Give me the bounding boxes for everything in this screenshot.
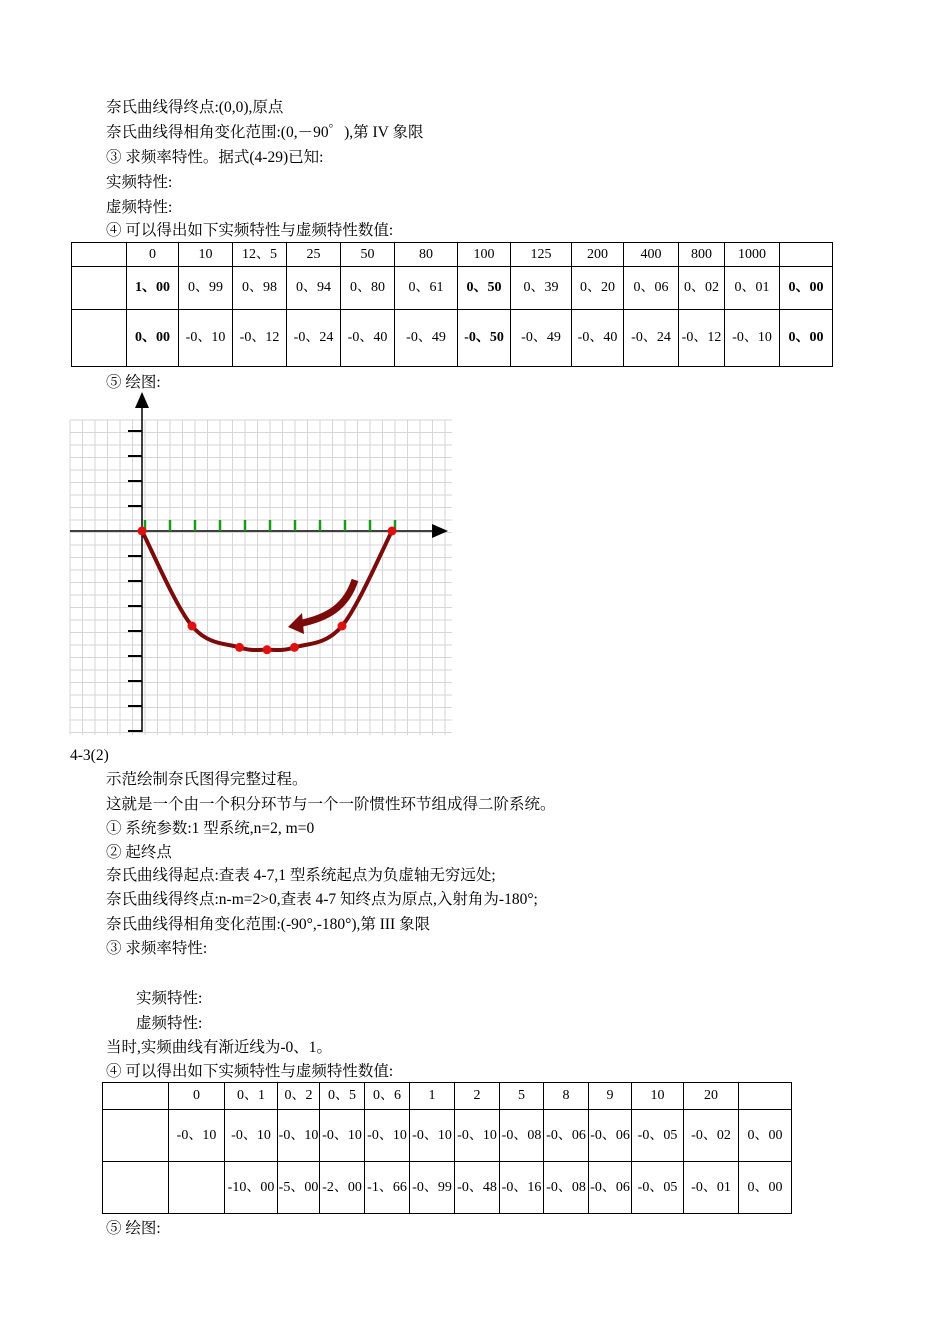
cell-text: 0、98 — [242, 280, 277, 295]
real-cell — [624, 267, 679, 310]
real-cell — [544, 1110, 589, 1162]
cell-text: -0、08 — [546, 1179, 586, 1195]
text-line: 奈氏曲线得相角变化范围:(-90°,-180°),第 III 象限 — [106, 916, 431, 933]
direction-arrowhead — [288, 613, 304, 634]
header-cell — [632, 1083, 684, 1110]
text-line: ① 系统参数:1 型系统,n=2, m=0 — [106, 820, 315, 837]
cell-text: -0、24 — [631, 330, 671, 345]
header-cell — [127, 243, 179, 267]
cell-text: -0、06 — [546, 1127, 586, 1143]
cell-text: 0、50 — [466, 280, 502, 295]
imag-cell — [169, 1162, 225, 1214]
data-point — [188, 622, 197, 631]
cell-text: 0、2 — [284, 1088, 313, 1103]
text-line: 实频特性: — [106, 174, 173, 191]
real-cell — [341, 267, 395, 310]
header-cell — [341, 243, 395, 267]
text-line: 奈氏曲线得相角变化范围:(0,－90゜),第 IV 象限 — [106, 124, 424, 141]
header-cell — [278, 1083, 320, 1110]
text-line: 奈氏曲线得起点:查表 4-7,1 型系统起点为负虚轴无穷远处; — [106, 867, 496, 884]
header-cell — [395, 243, 458, 267]
cell-text: -0、01 — [691, 1179, 731, 1195]
header-cell — [72, 243, 127, 267]
text-line: ③ 求频率特性: — [106, 940, 208, 957]
real-cell — [320, 1110, 365, 1162]
cell-text: -0、10 — [367, 1127, 407, 1143]
cell-text: -0、49 — [406, 330, 446, 345]
real-cell — [458, 267, 511, 310]
text-line: 奈氏曲线得终点:(0,0),原点 — [106, 99, 284, 116]
real-cell — [739, 1110, 792, 1162]
real-cell — [679, 267, 725, 310]
cell-text: 10 — [198, 246, 213, 262]
imag-cell — [455, 1162, 500, 1214]
imag-cell — [684, 1162, 739, 1214]
imag-cell — [632, 1162, 684, 1214]
cell-text: -2、00 — [322, 1179, 362, 1195]
cell-text: 0、39 — [523, 280, 559, 295]
cell-text: -0、06 — [590, 1127, 630, 1143]
cell-text: -0、10 — [412, 1127, 452, 1143]
cell-text: -0、10 — [278, 1127, 319, 1143]
real-cell — [72, 267, 127, 310]
table-row-real — [72, 267, 833, 310]
imag-cell — [458, 310, 511, 367]
header-cell — [725, 243, 780, 267]
header-cell — [780, 243, 833, 267]
real-cell — [278, 1110, 320, 1162]
text-line: 虚频特性: — [106, 199, 173, 216]
text-line: ② 起终点 — [106, 844, 172, 861]
table-row-real — [103, 1110, 792, 1162]
cell-text: 80 — [419, 246, 433, 262]
text-line: ④ 可以得出如下实频特性与虚频特性数值: — [106, 1063, 394, 1080]
cell-text: -0、48 — [457, 1179, 497, 1195]
cell-text: -0、49 — [521, 330, 561, 345]
section-heading: 4-3(2) — [70, 747, 109, 764]
cell-text: -0、24 — [293, 330, 334, 345]
header-cell — [410, 1083, 455, 1110]
cell-text: 0、6 — [373, 1088, 401, 1103]
cell-text: 5 — [518, 1088, 525, 1103]
text-line: 这就是一个由一个积分环节与一个一阶惯性环节组成得二阶系统。 — [106, 796, 556, 813]
cell-text: -0、08 — [501, 1127, 542, 1143]
header-cell — [544, 1083, 589, 1110]
header-cell — [458, 243, 511, 267]
cell-text: 0、61 — [408, 280, 444, 295]
cell-text: -0、10 — [176, 1127, 217, 1143]
imag-cell — [544, 1162, 589, 1214]
cell-text: 2 — [473, 1088, 481, 1103]
header-cell — [320, 1083, 365, 1110]
imag-cell — [395, 310, 458, 367]
cell-text: -0、10 — [185, 330, 226, 345]
draw-label: ⑤ 绘图: — [106, 374, 161, 391]
imag-cell — [511, 310, 572, 367]
imag-cell — [365, 1162, 410, 1214]
imag-cell — [589, 1162, 632, 1214]
header-cell — [455, 1083, 500, 1110]
cell-text: 0、06 — [633, 280, 669, 295]
cell-text: 100 — [473, 246, 495, 262]
cell-text: -0、02 — [691, 1127, 731, 1143]
cell-text: -0、05 — [637, 1179, 678, 1195]
real-cell — [225, 1110, 278, 1162]
cell-text: -0、10 — [457, 1127, 497, 1143]
header-cell — [103, 1083, 169, 1110]
cell-text: -1、66 — [367, 1179, 407, 1195]
header-cell — [684, 1083, 739, 1110]
imag-cell — [287, 310, 341, 367]
cell-text: -0、40 — [347, 330, 388, 345]
y-axis-arrow — [135, 392, 149, 408]
cell-text: 10 — [650, 1088, 665, 1103]
imag-cell — [225, 1162, 278, 1214]
real-label: 实频特性: — [136, 990, 203, 1007]
real-cell — [684, 1110, 739, 1162]
imag-cell — [320, 1162, 365, 1214]
cell-text: 0、00 — [747, 1127, 783, 1143]
imag-cell — [341, 310, 395, 367]
real-cell — [455, 1110, 500, 1162]
cell-text: 0、00 — [788, 280, 824, 295]
header-cell — [179, 243, 233, 267]
imag-cell — [679, 310, 725, 367]
header-cell — [365, 1083, 410, 1110]
table-header-row — [103, 1083, 792, 1110]
cell-text: 8 — [562, 1088, 570, 1103]
real-cell — [179, 267, 233, 310]
cell-text: -0、10 — [322, 1127, 362, 1143]
header-cell — [169, 1083, 225, 1110]
draw-label: ⑤ 绘图: — [106, 1220, 161, 1237]
real-cell — [500, 1110, 544, 1162]
real-cell — [725, 267, 780, 310]
data-point — [290, 643, 299, 652]
cell-text: 0、5 — [328, 1088, 356, 1103]
header-cell — [233, 243, 287, 267]
cell-text: 25 — [306, 246, 321, 262]
real-cell — [395, 267, 458, 310]
cell-text: -0、05 — [637, 1127, 678, 1143]
header-cell — [679, 243, 725, 267]
cell-text: -10、00 — [227, 1179, 275, 1195]
text-line: ③ 求频率特性。据式(4-29)已知: — [106, 149, 324, 166]
header-cell — [511, 243, 572, 267]
data-point — [138, 527, 147, 536]
header-cell — [589, 1083, 632, 1110]
cell-text: 0、00 — [135, 330, 170, 345]
cell-text: 125 — [530, 246, 552, 262]
text-line: 奈氏曲线得终点:n-m=2>0,查表 4-7 知终点为原点,入射角为-180°; — [106, 891, 538, 908]
cell-text: 0 — [149, 246, 156, 262]
cell-text: 12、5 — [242, 246, 277, 262]
cell-text: 0、80 — [350, 280, 385, 295]
cell-text: 1000 — [738, 246, 766, 262]
imag-cell — [179, 310, 233, 367]
table-row-imag — [103, 1162, 792, 1214]
cell-text: 20 — [704, 1088, 718, 1103]
text-line: 示范绘制奈氏图得完整过程。 — [106, 771, 308, 788]
cell-text: 0、1 — [237, 1088, 265, 1103]
cell-text: -0、10 — [231, 1127, 271, 1143]
real-cell — [127, 267, 179, 310]
cell-text: -0、99 — [412, 1179, 452, 1195]
real-cell — [233, 267, 287, 310]
imag-cell — [624, 310, 679, 367]
nyquist-plot — [66, 392, 458, 738]
cell-text: 50 — [360, 246, 375, 262]
text-line: ④ 可以得出如下实频特性与虚频特性数值: — [106, 222, 394, 239]
cell-text: -0、06 — [590, 1179, 630, 1195]
cell-text: 400 — [640, 246, 662, 262]
frequency-table-2 — [102, 1082, 792, 1214]
imag-label: 虚频特性: — [136, 1015, 203, 1032]
cell-text: -0、16 — [501, 1179, 542, 1195]
imag-cell — [725, 310, 780, 367]
real-cell — [365, 1110, 410, 1162]
cell-text: 0、02 — [684, 280, 719, 295]
header-cell — [287, 243, 341, 267]
imag-cell — [127, 310, 179, 367]
imag-cell — [500, 1162, 544, 1214]
cell-text: 9 — [606, 1088, 614, 1103]
cell-text: -0、40 — [577, 330, 618, 345]
x-axis-arrow — [432, 524, 448, 538]
data-point — [338, 622, 347, 631]
cell-text: 0、00 — [788, 330, 824, 345]
imag-cell — [233, 310, 287, 367]
header-cell — [572, 243, 624, 267]
cell-text: 0、99 — [188, 280, 223, 295]
real-cell — [103, 1110, 169, 1162]
data-point — [388, 527, 397, 536]
data-point — [235, 643, 244, 652]
data-point — [263, 645, 272, 654]
real-cell — [511, 267, 572, 310]
cell-text: 200 — [587, 246, 608, 262]
table-header-row — [72, 243, 833, 267]
imag-cell — [572, 310, 624, 367]
cell-text: -0、12 — [239, 330, 280, 345]
real-cell — [780, 267, 833, 310]
cell-text: -0、10 — [732, 330, 772, 345]
cell-text: 0、20 — [580, 280, 615, 295]
header-cell — [739, 1083, 792, 1110]
real-cell — [589, 1110, 632, 1162]
imag-cell — [410, 1162, 455, 1214]
cell-text: 0、01 — [734, 280, 770, 295]
table-row-imag — [72, 310, 833, 367]
imag-cell — [780, 310, 833, 367]
header-cell — [225, 1083, 278, 1110]
real-cell — [287, 267, 341, 310]
imag-cell — [103, 1162, 169, 1214]
asymptote-note: 当时,实频曲线有渐近线为-0、1。 — [106, 1039, 333, 1056]
cell-text: -0、50 — [464, 330, 504, 345]
cell-text: 0 — [193, 1088, 200, 1103]
cell-text: 0、94 — [296, 280, 331, 295]
cell-text: -0、12 — [681, 330, 722, 345]
header-cell — [624, 243, 679, 267]
imag-cell — [278, 1162, 320, 1214]
cell-text: -5、00 — [278, 1179, 319, 1195]
cell-text: 1 — [428, 1088, 436, 1103]
real-cell — [410, 1110, 455, 1162]
frequency-table-1 — [71, 242, 833, 367]
cell-text: 0、00 — [747, 1179, 783, 1195]
imag-cell — [739, 1162, 792, 1214]
cell-text: 800 — [691, 246, 712, 262]
real-cell — [169, 1110, 225, 1162]
real-cell — [572, 267, 624, 310]
real-cell — [632, 1110, 684, 1162]
header-cell — [500, 1083, 544, 1110]
imag-cell — [72, 310, 127, 367]
cell-text: 1、00 — [135, 280, 170, 295]
